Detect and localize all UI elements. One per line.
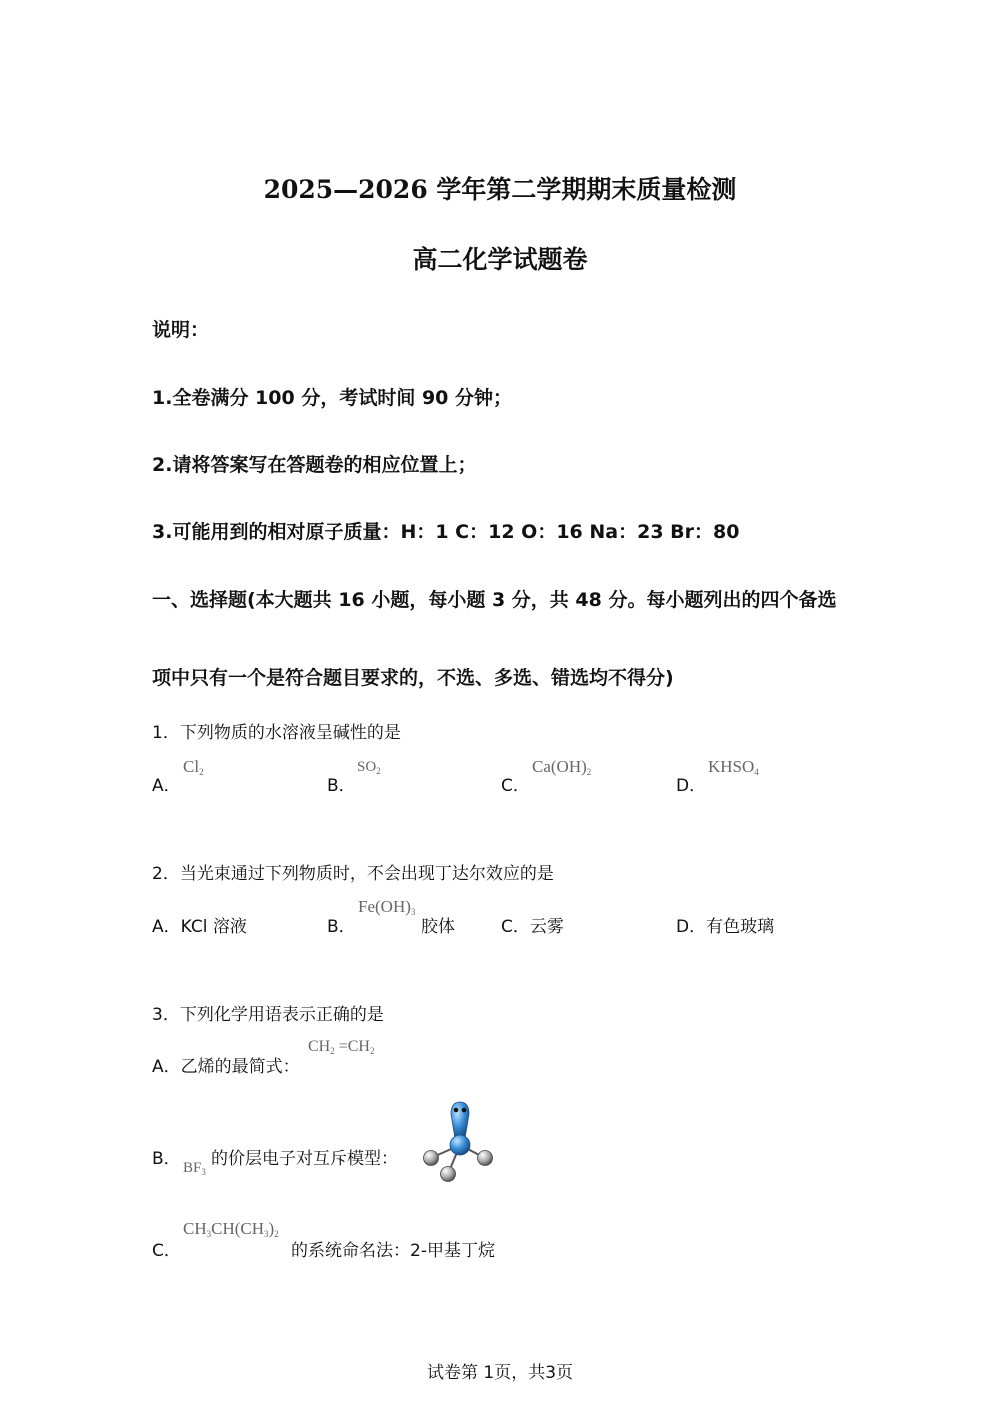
q3-option-b-text: 的价层电子对互斥模型： [211,1149,398,1169]
q1-option-a-formula: $Cl_2$ [183,757,204,777]
q3-option-b-formula: $BF_3$ [183,1160,206,1177]
page-subtitle: 高二化学试题卷 [412,245,588,274]
section-heading-line-2: 项中只有一个是符合题目要求的，不选、多选、错选均不得分) [152,667,674,689]
section-heading-line-1: 一、选择题(本大题共 16 小题，每小题 3 分，共 48 分。每小题列出的四个备选 [152,589,837,611]
q2-option-a: A．KCl 溶液 [152,917,247,937]
q1-option-a-label: A． [152,776,181,796]
question-2-stem: 2．当光束通过下列物质时，不会出现丁达尔效应的是 [152,864,554,884]
q1-option-b-formula: $SO_2$ [357,759,381,776]
q3-option-a-formula: $CH_2 =CH_2$ [308,1038,375,1056]
q3-option-b-label: B． [152,1149,181,1169]
question-1-stem: 1．下列物质的水溶液呈碱性的是 [152,723,401,743]
notes-item-1: 1.全卷满分 100 分，考试时间 90 分钟； [152,387,512,409]
q3-option-c-text: 的系统命名法：2-甲基丁烷 [291,1241,495,1261]
notes-item-3: 3.可能用到的相对原子质量：H：1 C：12 O：16 Na：23 Br：80 [152,521,740,543]
q1-option-c-label: C． [501,776,530,796]
bf3-vsepr-model-image [415,1098,500,1186]
question-3-stem: 3．下列化学用语表示正确的是 [152,1005,384,1025]
q2-option-b-text: 胶体 [421,917,455,937]
notes-heading: 说明： [152,319,210,341]
q1-option-d-formula: $KHSO_4$ [708,757,759,777]
q1-option-b-label: B． [327,776,356,796]
q3-option-c-formula: $CH_3CH(CH_3)_2$ [183,1219,279,1239]
page-title: 2025—2026 学年第二学期期末质量检测 [263,175,737,204]
q2-option-b-label: B． [327,917,356,937]
q2-option-c: C．云雾 [501,917,564,937]
q1-option-d-label: D． [676,776,707,796]
page-footer: 试卷第 1页，共3页 [426,1363,574,1383]
q2-option-b-formula: $Fe(OH)_3$ [358,897,416,917]
q2-option-d: D．有色玻璃 [676,917,775,937]
q3-option-a-text: A．乙烯的最简式： [152,1057,300,1077]
q3-option-c-label: C． [152,1241,181,1261]
q1-option-c-formula: $Ca(OH)_2$ [532,757,592,777]
notes-item-2: 2.请将答案写在答题卷的相应位置上； [152,454,477,476]
